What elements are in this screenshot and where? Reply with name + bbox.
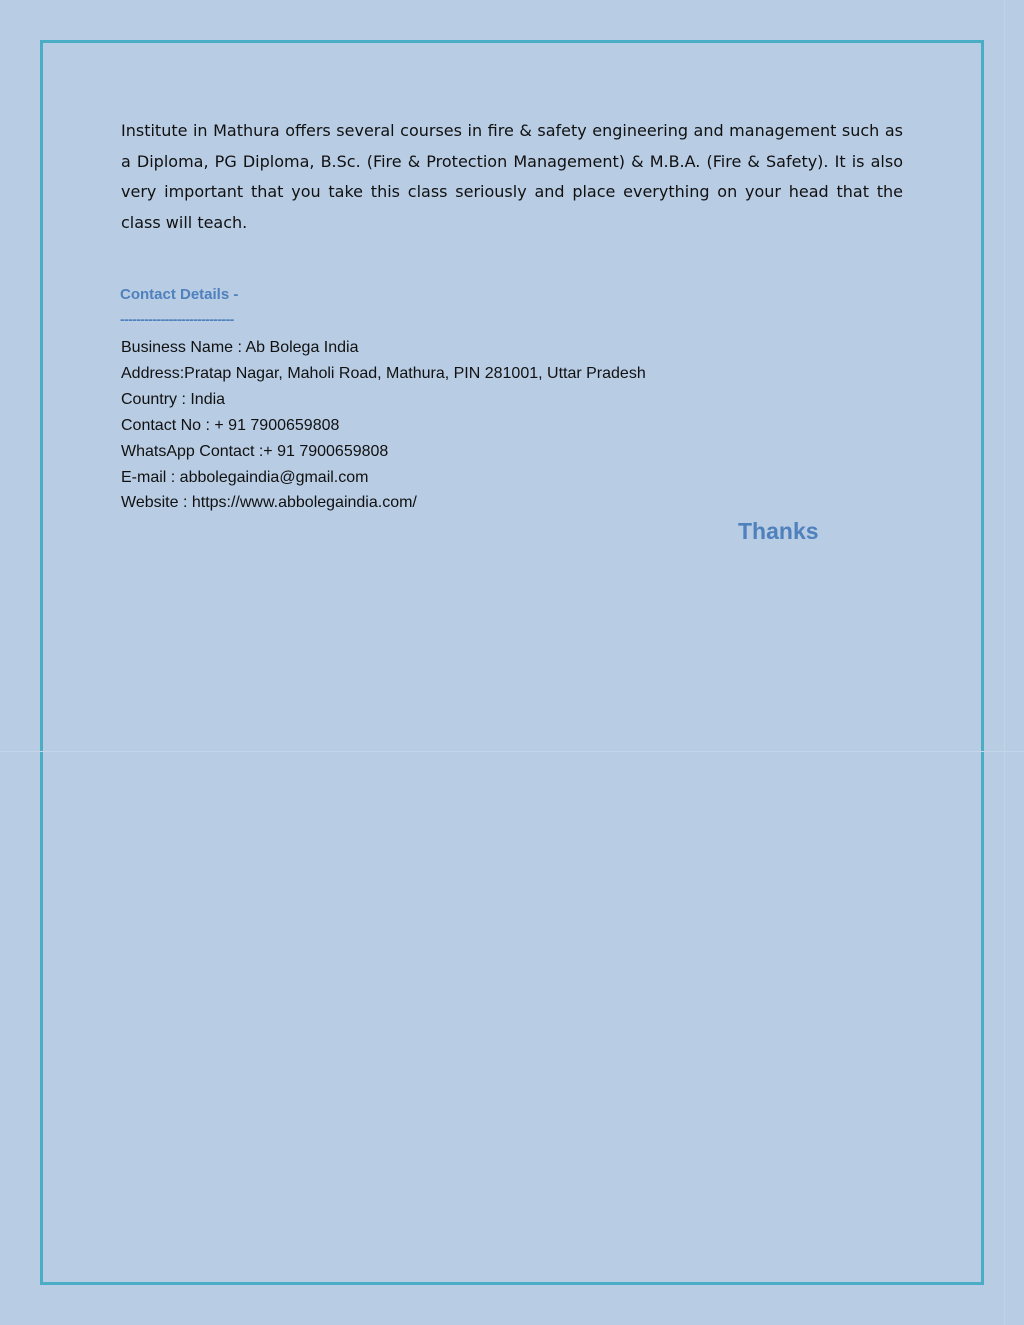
contact-email: E-mail : abbolegaindia@gmail.com <box>121 468 369 486</box>
contact-details-heading: Contact Details - <box>120 286 239 303</box>
contact-website: Website : https://www.abbolegaindia.com/ <box>121 494 417 512</box>
intro-paragraph: Institute in Mathura offers several courses in fire & safety engineering and management such as a Diploma, PG Diploma, B.Sc. (Fire & Protection Management) & M.B.A. (Fire & Safety). It is also very important that you take this class seriously and place everything on your head that the class will teach. <box>121 121 903 232</box>
contact-whatsapp: WhatsApp Contact :+ 91 7900659808 <box>121 442 389 460</box>
contact-address: Address:Pratap Nagar, Maholi Road, Mathura, PIN 281001, Uttar Pradesh <box>121 364 646 382</box>
contact-business-name: Business Name : Ab Bolega India <box>121 339 359 356</box>
page-break-line <box>0 751 1024 752</box>
contact-phone: Contact No : + 91 7900659808 <box>121 416 340 434</box>
contact-divider: ---------------------------- <box>120 311 234 327</box>
closing-thanks: Thanks <box>738 518 819 544</box>
contact-country: Country : India <box>121 390 226 408</box>
page-edge-line <box>1004 0 1005 1325</box>
contact-details-list <box>121 335 646 516</box>
